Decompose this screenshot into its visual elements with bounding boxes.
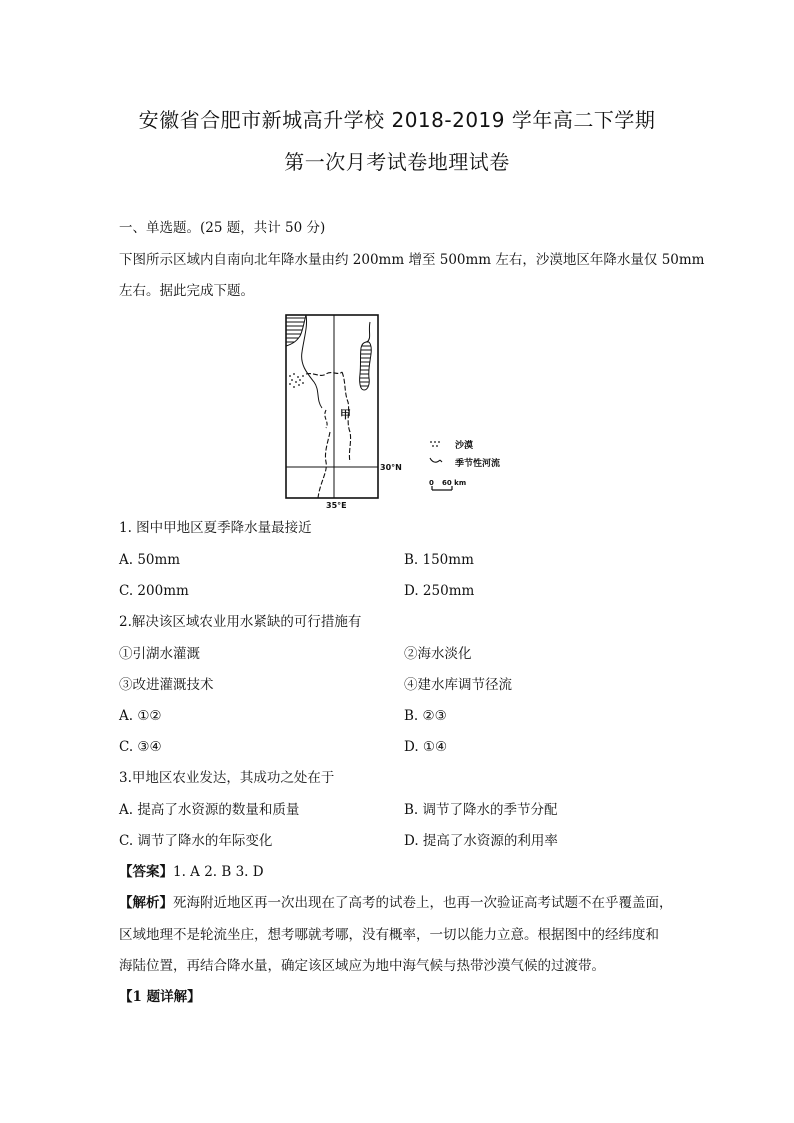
q3-option-b: B. 调节了降水的季节分配 [404, 802, 558, 818]
q1-option-a: A. 50mm [119, 552, 181, 568]
analysis-label: 【解析】 [119, 895, 173, 911]
map-legend [429, 439, 500, 490]
q1-option-b: B. 150mm [404, 552, 474, 568]
intro-line-2: 左右。据此完成下题。 [119, 283, 254, 299]
analysis-line-3: 海陆位置，再结合降水量，确定该区域应为地中海气候与热带沙漠气候的过渡带。 [119, 958, 605, 974]
q2-measure-1: ①引湖水灌溉 [119, 646, 200, 662]
map-label-latitude: 30°N [380, 463, 402, 472]
q2-option-d: D. ①④ [404, 739, 448, 755]
q3-option-c: C. 调节了降水的年际变化 [119, 833, 273, 849]
q1-option-d: D. 250mm [404, 583, 475, 599]
region-map-figure [270, 312, 510, 512]
lake [360, 342, 372, 390]
exam-title-line2: 第一次月考试卷地理试卷 [284, 150, 510, 174]
q2-measure-3: ③改进灌溉技术 [119, 677, 214, 693]
intro-line-1: 下图所示区域内自南向北年降水量由约 200mm 增至 500mm 左右，沙漠地区年降水量仅 50mm [119, 252, 705, 268]
map-label-jia: 甲 [340, 408, 351, 421]
desert-legend-icon [430, 441, 440, 447]
map-label-longitude: 35°E [326, 501, 347, 510]
q2-option-b: B. ②③ [404, 708, 447, 724]
scale-zero-label: 0 [429, 479, 434, 487]
q2-measure-2: ②海水淡化 [404, 646, 472, 662]
analysis-text-1: 死海附近地区再一次出现在了高考的试卷上，也再一次验证高考试题不在乎覆盖面， [173, 895, 673, 911]
detail-heading: 【1 题详解】 [119, 989, 201, 1005]
analysis-line-1 [119, 894, 673, 912]
q1-option-c: C. 200mm [119, 583, 189, 599]
q2-stem: 2.解决该区域农业用水紧缺的可行措施有 [119, 614, 362, 630]
seasonal-river-legend-icon [430, 458, 442, 462]
section-heading: 一、单选题。(25 题，共计 50 分) [119, 220, 326, 236]
q3-option-d: D. 提高了水资源的利用率 [404, 833, 558, 849]
legend-desert-label: 沙漠 [455, 441, 474, 451]
region-map [270, 312, 510, 512]
q1-stem: 1. 图中甲地区夏季降水量最接近 [119, 520, 312, 536]
exam-title-line1: 安徽省合肥市新城高升学校 2018-2019 学年高二下学期 [138, 108, 656, 132]
answer-text: 1. A 2. B 3. D [173, 864, 264, 880]
answer-line [119, 863, 264, 881]
q2-option-c: C. ③④ [119, 739, 162, 755]
scale-km-label: 60 km [442, 479, 467, 487]
q2-measure-4: ④建水库调节径流 [404, 677, 512, 693]
legend-river-label: 季节性河流 [455, 459, 501, 469]
q3-option-a: A. 提高了水资源的数量和质量 [119, 802, 300, 818]
q2-option-a: A. ①② [119, 708, 162, 724]
q3-stem: 3.甲地区农业发达，其成功之处在于 [119, 770, 335, 786]
analysis-line-2: 区域地理不是轮流坐庄，想考哪就考哪，没有概率，一切以能力立意。根据图中的经纬度和 [119, 927, 659, 943]
answer-label: 【答案】 [119, 864, 173, 880]
